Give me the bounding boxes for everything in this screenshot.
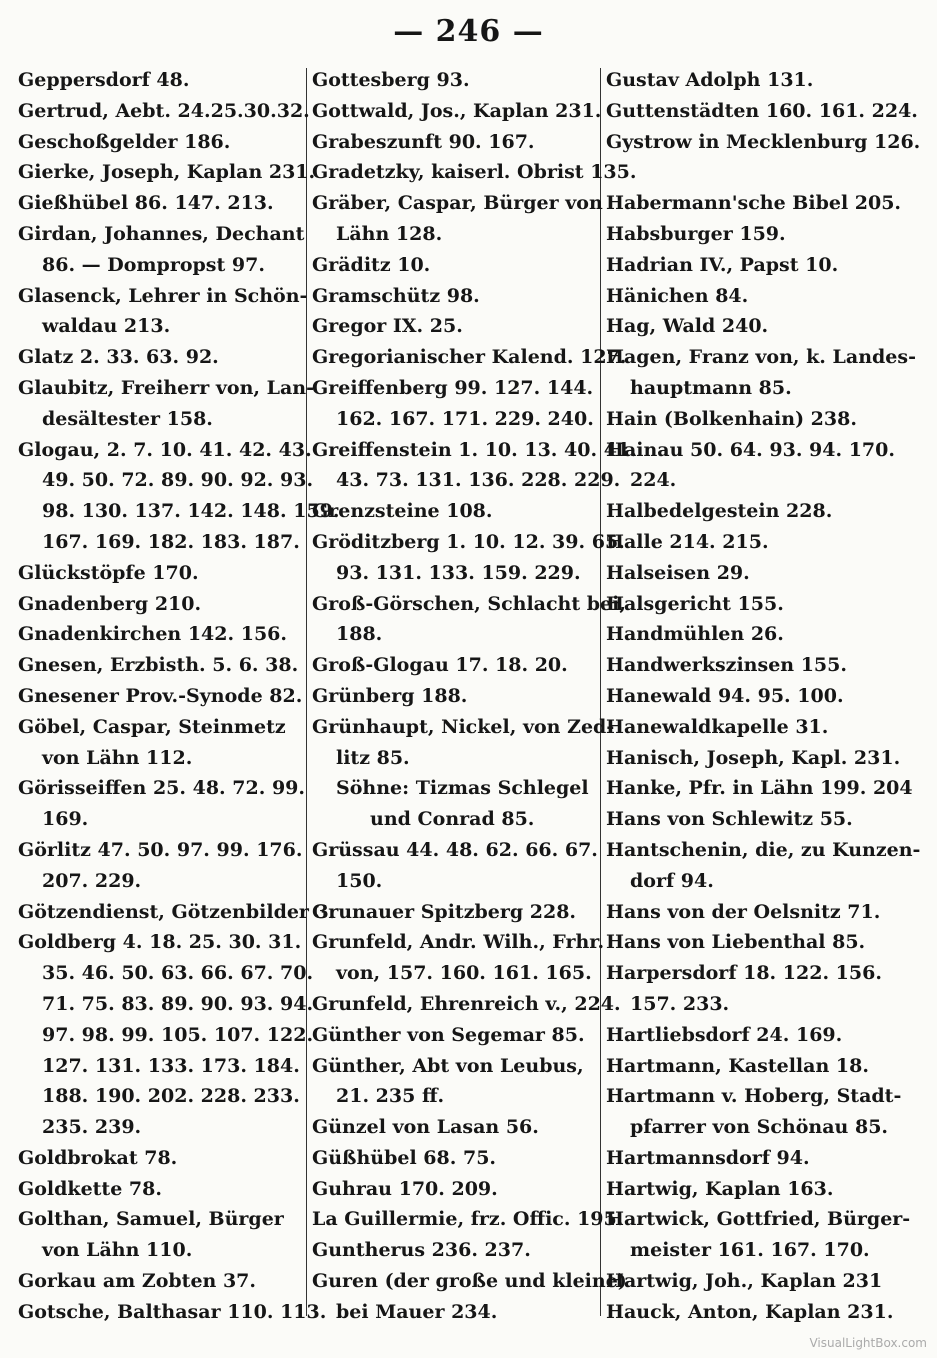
index-entry: Gnadenberg 210. [18, 592, 202, 615]
index-entry-continuation: 207. 229. [42, 869, 142, 892]
index-entry: Gregorianischer Kalend. 127. [312, 346, 627, 369]
index-entry: Handwerkszinsen 155. [606, 654, 847, 677]
index-entry: Görlitz 47. 50. 97. 99. 176. [18, 838, 303, 861]
index-entry: Hagen, Franz von, k. Landes- [606, 346, 916, 369]
index-entry: Grunfeld, Andr. Wilh., Frhr. [312, 931, 605, 954]
index-entry: Glatz 2. 33. 63. 92. [18, 346, 219, 369]
index-entry-continuation: 167. 169. 182. 183. 187. [42, 530, 300, 553]
index-entry: Hartmann, Kastellan 18. [606, 1054, 869, 1077]
index-entry: Güßhübel 68. 75. [312, 1146, 497, 1169]
index-entry-continuation: 150. [336, 869, 383, 892]
index-entry: Groß-Glogau 17. 18. 20. [312, 654, 568, 677]
index-entry: Hans von Schlewitz 55. [606, 808, 853, 831]
index-entry: Gießhübel 86. 147. 213. [18, 192, 274, 215]
index-entry: Hag, Wald 240. [606, 315, 769, 338]
index-entry: Günther von Segemar 85. [312, 1023, 585, 1046]
index-entry-continuation: 97. 98. 99. 105. 107. 122. [42, 1023, 314, 1046]
index-entry: Glaubitz, Freiherr von, Lan- [18, 376, 315, 399]
index-entry-continuation: 188. 190. 202. 228. 233. [42, 1085, 300, 1108]
index-entry: Habsburger 159. [606, 222, 786, 245]
index-entry: Hartwig, Kaplan 163. [606, 1177, 834, 1200]
index-entry: Gorkau am Zobten 37. [18, 1270, 257, 1293]
index-entry: Hartmannsdorf 94. [606, 1146, 810, 1169]
index-entry: Harpersdorf 18. 122. 156. [606, 962, 882, 985]
index-entry: Glogau, 2. 7. 10. 41. 42. 43. [18, 438, 312, 461]
page-number: — 246 — [393, 14, 544, 49]
index-entry: Goldbrokat 78. [18, 1146, 178, 1169]
index-entry: Halbedelgestein 228. [606, 500, 833, 523]
index-entry: Hainau 50. 64. 93. 94. 170. [606, 438, 895, 461]
index-entry: Grunauer Spitzberg 228. [312, 900, 577, 923]
index-entry: Grünhaupt, Nickel, von Zed- [312, 715, 615, 738]
index-entry: Hartliebsdorf 24. 169. [606, 1023, 843, 1046]
index-entry-continuation: hauptmann 85. [630, 376, 792, 399]
index-entry: Gradetzky, kaiserl. Obrist 135. [312, 161, 637, 184]
index-entry: Greiffenberg 99. 127. 144. [312, 376, 594, 399]
index-entry: Hantschenin, die, zu Kunzen- [606, 838, 921, 861]
index-entry: La Guillermie, frz. Offic. 195. [312, 1208, 624, 1231]
index-entry: Halseisen 29. [606, 561, 750, 584]
index-entry: Gnesen, Erzbisth. 5. 6. 38. [18, 654, 299, 677]
index-entry: Göbel, Caspar, Steinmetz [18, 715, 286, 738]
index-entry: Habermann'sche Bibel 205. [606, 192, 902, 215]
index-entry-continuation: 188. [336, 623, 383, 646]
index-entry: Hans von der Oelsnitz 71. [606, 900, 881, 923]
index-entry-continuation: meister 161. 167. 170. [630, 1239, 870, 1262]
index-entry-continuation: 224. [630, 469, 677, 492]
index-entry: Gnesener Prov.-Synode 82. [18, 684, 303, 707]
index-entry: Gystrow in Mecklenburg 126. [606, 130, 921, 153]
index-column-1 [18, 65, 340, 1328]
index-entry-continuation: und Conrad 85. [370, 808, 535, 831]
index-entry: Geppersdorf 48. [18, 69, 190, 91]
index-entry: Gottesberg 93. [312, 69, 470, 91]
index-entry: Guren (der große und kleine) [312, 1270, 627, 1293]
index-entry: Hauck, Anton, Kaplan 231. [606, 1300, 894, 1323]
index-entry: Hartwick, Gottfried, Bürger- [606, 1208, 911, 1231]
index-entry-continuation: 93. 131. 133. 159. 229. [336, 561, 581, 584]
index-entry-continuation: litz 85. [336, 746, 410, 769]
index-entry: Gräditz 10. [312, 253, 431, 276]
index-entry: Gottwald, Jos., Kaplan 231. [312, 99, 602, 122]
index-entry: Grunfeld, Ehrenreich v., 224. [312, 992, 621, 1015]
index-entry: Hans von Liebenthal 85. [606, 931, 866, 954]
index-entry: Günther, Abt von Leubus, [312, 1054, 584, 1077]
index-entry-continuation: 169. [42, 808, 89, 831]
index-entry-continuation: pfarrer von Schönau 85. [630, 1116, 889, 1139]
index-entry-continuation: bei Mauer 234. [336, 1300, 498, 1323]
index-entry: Halsgericht 155. [606, 592, 784, 615]
section-gap [606, 157, 906, 188]
index-entry-continuation: waldau 213. [42, 315, 171, 338]
index-entry-continuation: 157. 233. [630, 992, 730, 1015]
index-column-3 [606, 65, 921, 1328]
index-entry: Hanewaldkapelle 31. [606, 715, 829, 738]
index-entry-continuation: 35. 46. 50. 63. 66. 67. 70. [42, 962, 314, 985]
index-entry: Günzel von Lasan 56. [312, 1116, 539, 1139]
index-entry-continuation: dorf 94. [630, 869, 714, 892]
index-entry-continuation: von Lähn 112. [42, 746, 193, 769]
watermark: VisualLightBox.com [809, 1336, 927, 1350]
index-entry-continuation: 86. — Dompropst 97. [42, 253, 265, 276]
index-entry: Handmühlen 26. [606, 623, 784, 646]
index-entry-continuation: 71. 75. 83. 89. 90. 93. 94. [42, 992, 314, 1015]
index-entry: Glückstöpfe 170. [18, 561, 199, 584]
index-column-2 [312, 65, 637, 1328]
index-entry: Götzendienst, Götzenbilder 3. [18, 900, 336, 923]
index-entry: Goldberg 4. 18. 25. 30. 31. [18, 931, 302, 954]
index-entry-continuation: 21. 235 ff. [336, 1085, 445, 1108]
index-entry: Halle 214. 215. [606, 530, 769, 553]
index-entry: Hanke, Pfr. in Lähn 199. 204 [606, 777, 913, 800]
index-entry-continuation: von, 157. 160. 161. 165. [336, 962, 592, 985]
index-entry: Greiffenstein 1. 10. 13. 40. 41. [312, 438, 637, 461]
index-entry: Grünberg 188. [312, 684, 468, 707]
index-entry: Grabeszunft 90. 167. [312, 130, 535, 153]
index-entry: Girdan, Johannes, Dechant [18, 222, 305, 245]
index-entry: Gotsche, Balthasar 110. 113. [18, 1300, 327, 1323]
index-entry: Groß-Görschen, Schlacht bei, [312, 592, 626, 615]
index-entry: Grüssau 44. 48. 62. 66. 67. [312, 838, 598, 861]
index-entry-continuation: Söhne: Tizmas Schlegel [336, 777, 589, 800]
index-entry: Gertrud, Aebt. 24.25.30.32. [18, 99, 310, 122]
index-entry: Glasenck, Lehrer in Schön- [18, 284, 308, 307]
index-entry-continuation: desältester 158. [42, 407, 213, 430]
index-entry-continuation: 235. 239. [42, 1116, 142, 1139]
index-entry: Gustav Adolph 131. [606, 69, 814, 91]
index-entry-continuation: 49. 50. 72. 89. 90. 92. 93. [42, 469, 314, 492]
index-entry: Golthan, Samuel, Bürger [18, 1208, 284, 1231]
index-entry-continuation: Lähn 128. [336, 222, 443, 245]
index-entry-continuation: 98. 130. 137. 142. 148. 159. [42, 500, 340, 523]
index-entry: Hänichen 84. [606, 284, 749, 307]
index-entry-continuation: 162. 167. 171. 229. 240. [336, 407, 594, 430]
index-entry: Hanisch, Joseph, Kapl. 231. [606, 746, 901, 769]
index-entry: Hanewald 94. 95. 100. [606, 684, 844, 707]
index-entry-continuation: von Lähn 110. [42, 1239, 193, 1262]
index-entry: Görisseiffen 25. 48. 72. 99. [18, 777, 306, 800]
index-entry: Gnadenkirchen 142. 156. [18, 623, 287, 646]
index-entry: Grenzsteine 108. [312, 500, 493, 523]
index-entry: Hadrian IV., Papst 10. [606, 253, 839, 276]
index-entry: Guntherus 236. 237. [312, 1239, 531, 1262]
index-entry: Gröditzberg 1. 10. 12. 39. 65. [312, 530, 625, 553]
index-entry: Hartmann v. Hoberg, Stadt- [606, 1085, 902, 1108]
index-entry: Hartwig, Joh., Kaplan 231 [606, 1270, 883, 1293]
index-entry-continuation: 127. 131. 133. 173. 184. [42, 1054, 300, 1077]
index-entry: Guhrau 170. 209. [312, 1177, 498, 1200]
index-entry: Guttenstädten 160. 161. 224. [606, 99, 918, 122]
index-entry: Hain (Bolkenhain) 238. [606, 407, 857, 430]
index-entry: Gierke, Joseph, Kaplan 231. [18, 161, 316, 184]
index-entry-continuation: 43. 73. 131. 136. 228. 229. [336, 469, 621, 492]
index-entry: Gräber, Caspar, Bürger von [312, 192, 603, 215]
index-entry: Geschoßgelder 186. [18, 130, 231, 153]
index-entry: Goldkette 78. [18, 1177, 162, 1200]
index-entry: Gregor IX. 25. [312, 315, 463, 338]
index-entry: Gramschütz 98. [312, 284, 480, 307]
